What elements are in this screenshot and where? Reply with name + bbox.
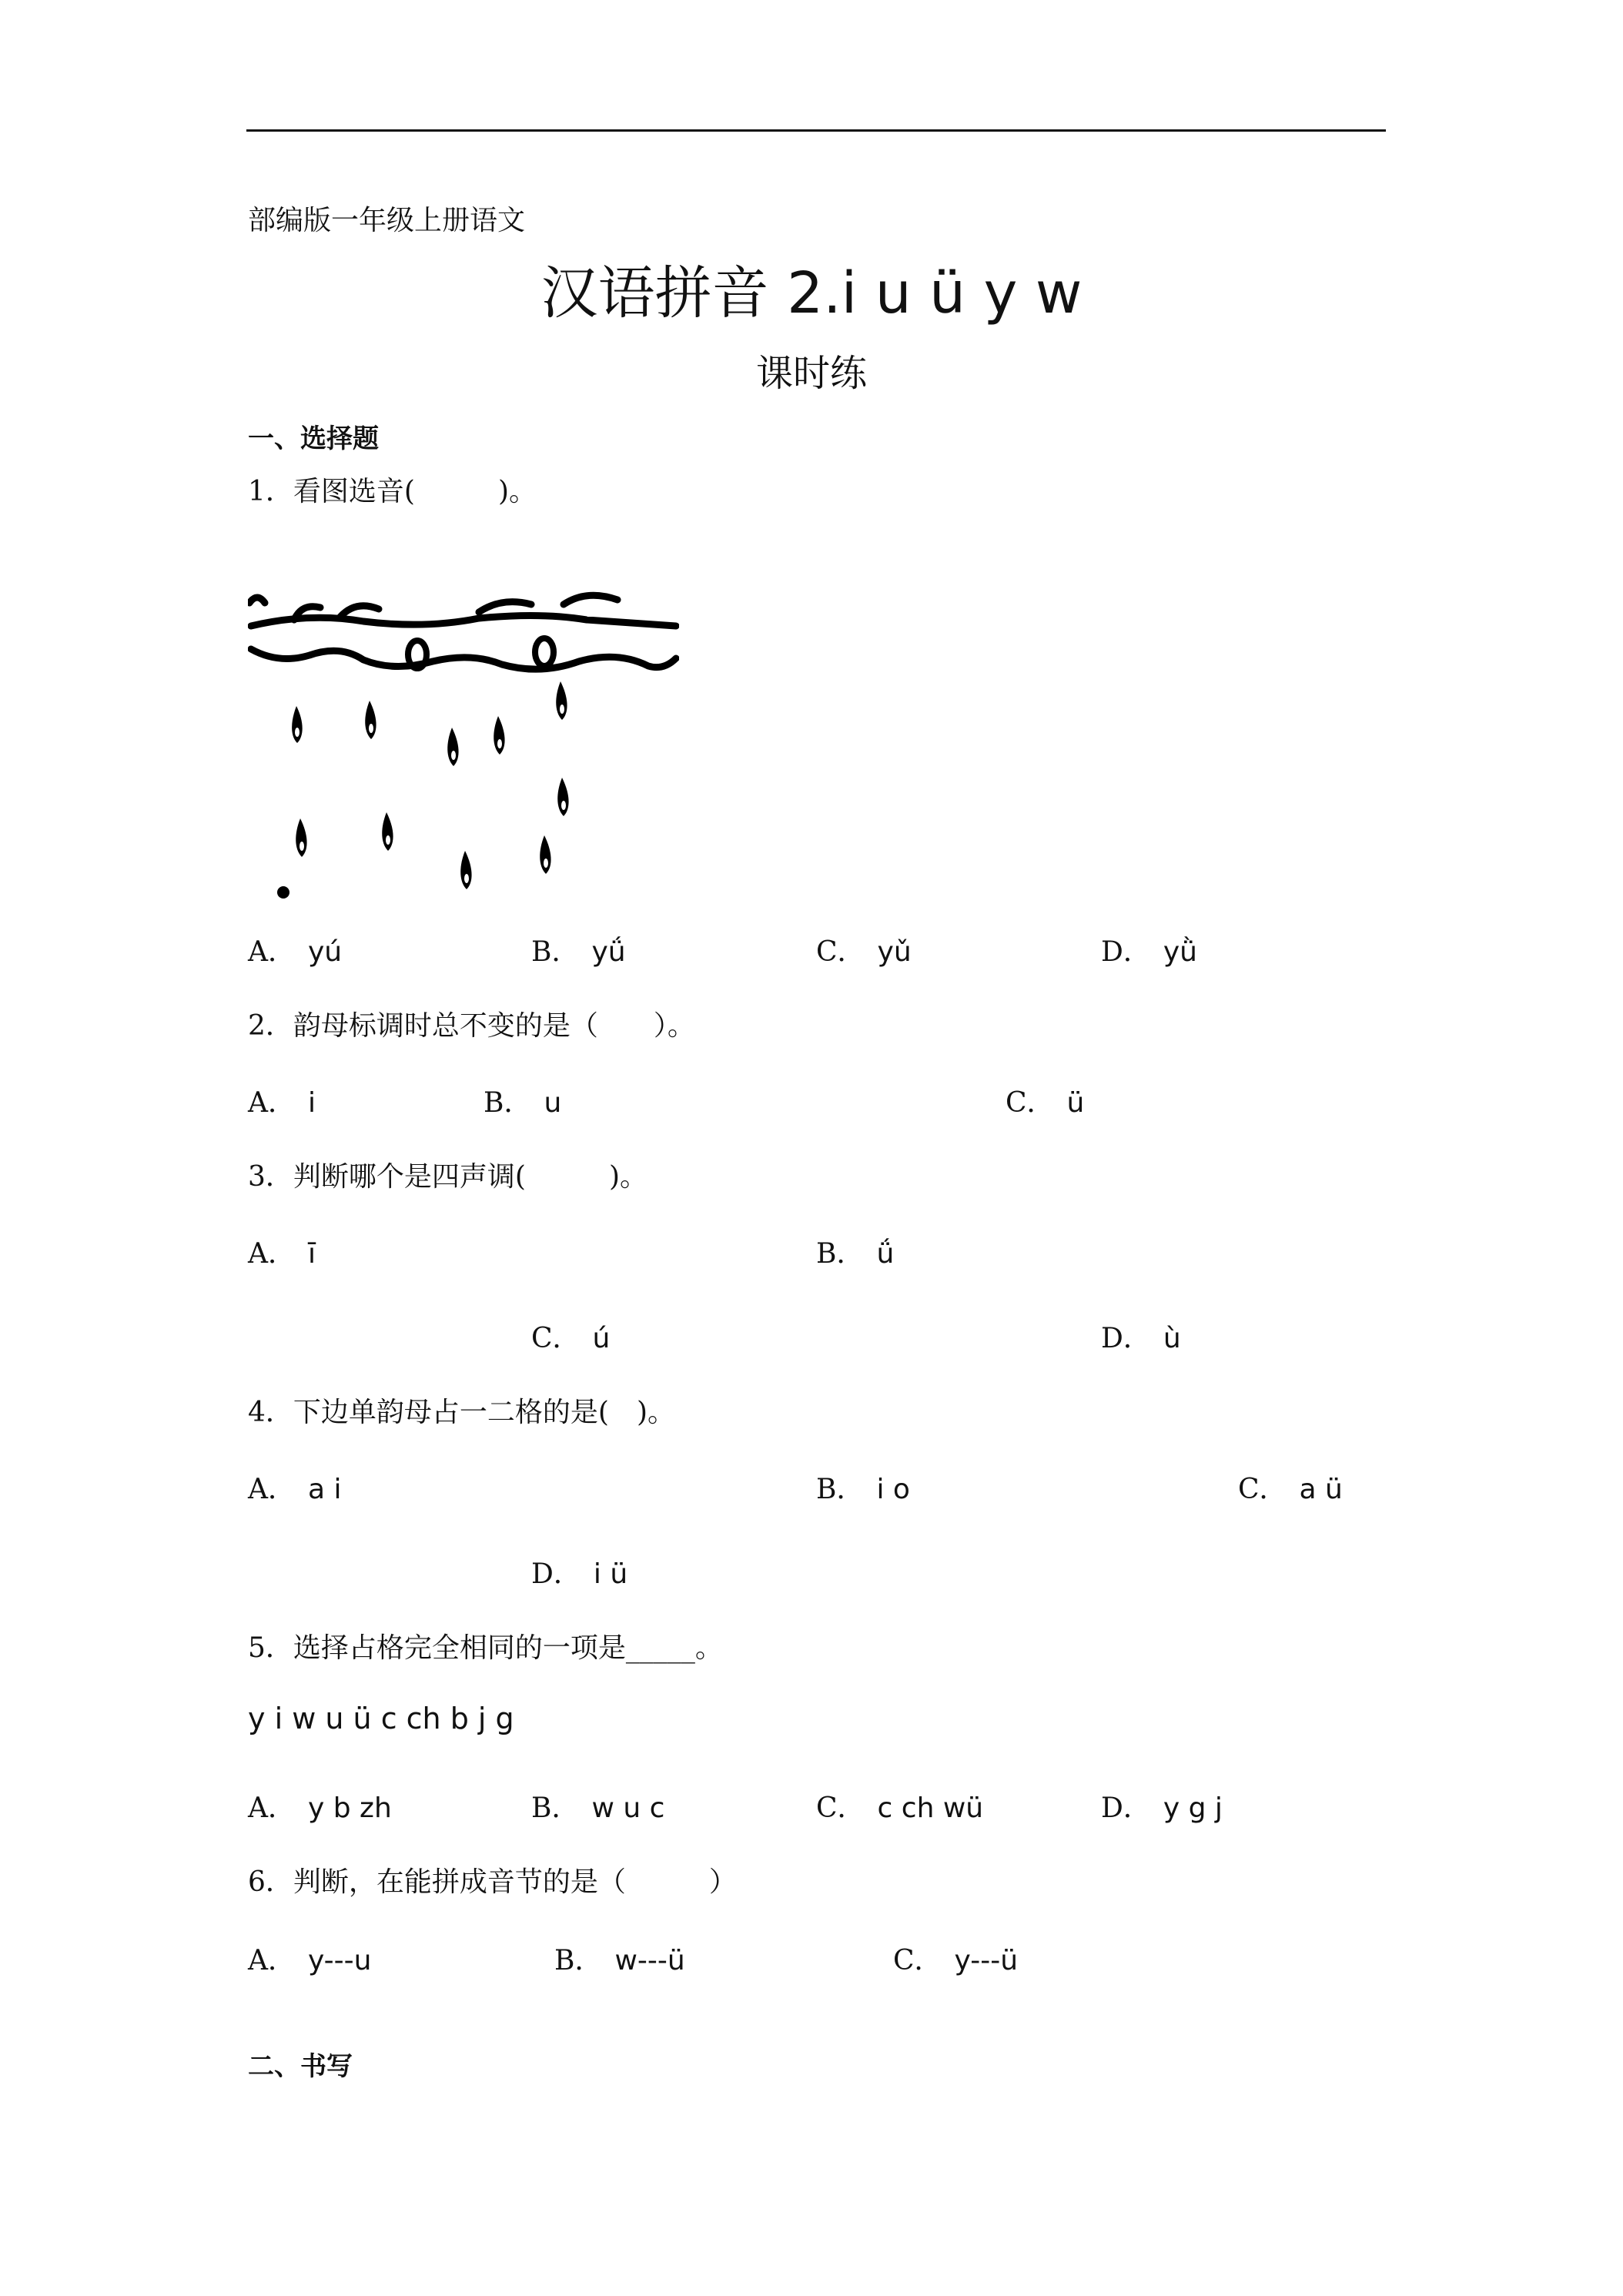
q3-option-d[interactable]: D． ù (1101, 1323, 1181, 1354)
q1-option-c[interactable]: C． yǔ (816, 936, 912, 968)
top-rule (246, 129, 1386, 132)
question-1: 1．看图选音( )。 (248, 476, 537, 507)
page-title: 汉语拼音 2.i u ü y w (540, 260, 1083, 326)
q3-option-a[interactable]: A． ī (248, 1238, 316, 1270)
question-5: 5．选择占格完全相同的一项是_____。 (248, 1632, 723, 1664)
q4-option-b[interactable]: B． i o (816, 1474, 910, 1505)
section-writing-heading: 二、书写 (248, 2051, 353, 2082)
q4-option-a[interactable]: A． a i (248, 1474, 342, 1505)
q6-option-b[interactable]: B． w---ü (554, 1945, 685, 1976)
rain-cloud-icon (248, 581, 679, 905)
q4-option-d[interactable]: D． i ü (531, 1558, 628, 1590)
q3-option-c[interactable]: C． ú (531, 1323, 611, 1354)
question-2: 2．韵母标调时总不变的是（ ）。 (248, 1010, 695, 1042)
q5-option-a[interactable]: A． y b zh (248, 1792, 392, 1824)
section-choice-heading: 一、选择题 (248, 423, 379, 454)
q6-option-c[interactable]: C． y---ü (893, 1945, 1019, 1976)
q6-option-a[interactable]: A． y---u (248, 1945, 372, 1976)
q2-option-b[interactable]: B． u (484, 1087, 562, 1119)
q1-option-a[interactable]: A． yú (248, 936, 343, 968)
q1-option-b[interactable]: B． yǘ (531, 936, 626, 968)
q5-option-c[interactable]: C． c ch wü (816, 1792, 984, 1824)
q2-option-a[interactable]: A． i (248, 1087, 316, 1119)
q3-option-b[interactable]: B． ǘ (816, 1238, 895, 1270)
question-4: 4．下边单韵母占一二格的是( )。 (248, 1397, 675, 1428)
document-header: 部编版一年级上册语文 (248, 205, 526, 236)
q2-option-c[interactable]: C． ü (1006, 1087, 1085, 1119)
q4-option-c[interactable]: C． a ü (1238, 1474, 1343, 1505)
q5-option-b[interactable]: B． w u c (531, 1792, 665, 1824)
question-3: 3．判断哪个是四声调( )。 (248, 1161, 648, 1193)
page-subtitle: 课时练 (755, 352, 867, 395)
q1-option-d[interactable]: D． yǜ (1101, 936, 1197, 968)
pinyin-sequence: y i w u ü c ch b j g (248, 1702, 514, 1735)
q5-option-d[interactable]: D． y g j (1101, 1792, 1223, 1824)
question-6: 6．判断，在能拼成音节的是（ ） (248, 1866, 737, 1898)
